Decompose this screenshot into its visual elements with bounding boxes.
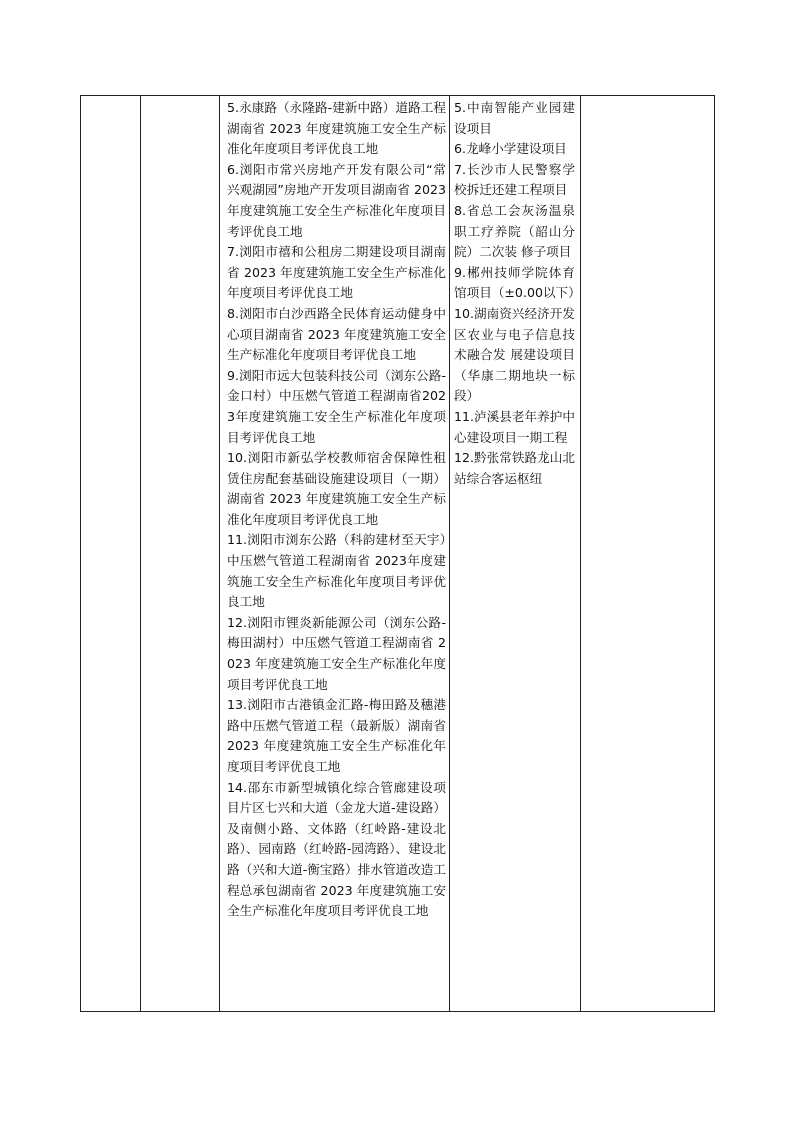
award-entry: 7.浏阳市禧和公租房二期建设项目湖南省 2023 年度建筑施工安全生产标准化年度项目考评优良工地 bbox=[227, 244, 446, 301]
project-entry: 11.泸溪县老年养护中心建设项目一期工程 bbox=[454, 408, 575, 445]
column-divider bbox=[580, 96, 581, 1011]
awards-cell bbox=[227, 98, 446, 922]
project-entry: 7.长沙市人民警察学校拆迁还建工程项目 bbox=[454, 161, 575, 198]
qualification-table bbox=[80, 95, 715, 1012]
award-entry: 11.浏阳市浏东公路（科韵建材至天宇）中压燃气管道工程湖南省 2023年度建筑施工安全生产标准化年度项目考评优良工地 bbox=[227, 532, 446, 610]
column-divider bbox=[449, 96, 450, 1011]
column-divider bbox=[219, 96, 220, 1011]
award-entry: 12.浏阳市锂炎新能源公司（浏东公路-梅田湖村）中压燃气管道工程湖南省 2023 年度建筑施工安全生产标准化年度项目考评优良工地 bbox=[227, 614, 446, 692]
project-entry: 6.龙峰小学建设项目 bbox=[454, 141, 567, 157]
project-entry: 5.中南智能产业园建设项目 bbox=[454, 100, 575, 136]
award-entry: 10.浏阳市新弘学校教师宿舍保障性租赁住房配套基础设施建设项目（一期）湖南省 2023 年度建筑施工安全生产标准化年度项目考评优良工地 bbox=[227, 450, 446, 527]
award-entry: 5.永康路（永隆路-建新中路）道路工程湖南省 2023 年度建筑施工安全生产标准化年度项目考评优良工地 bbox=[227, 100, 446, 157]
column-divider bbox=[140, 96, 141, 1011]
project-entry: 8.省总工会灰汤温泉职工疗养院（韶山分院）二次装 修子项目 bbox=[454, 202, 575, 260]
project-entry: 9.郴州技师学院体育馆项目（±0.00以下） bbox=[454, 264, 581, 301]
award-entry: 8.浏阳市白沙西路全民体育运动健身中心项目湖南省 2023 年度建筑施工安全生产标准化年度项目考评优良工地 bbox=[227, 305, 446, 363]
award-entry: 14.邵东市新型城镇化综合管廊建设项目片区七兴和大道（金龙大道-建设路）及南侧小路、文体路（红岭路-建设北路）、园南路（红岭路-园湾路）、建设北路（兴和大道-衡宝路）排水管道改造工程总承包湖南省 2023 年度建筑施工安全生产标准化年度项目考评优良工地 bbox=[227, 779, 446, 919]
project-entry: 12.黔张常铁路龙山北站综合客运枢纽 bbox=[454, 450, 575, 486]
projects-cell bbox=[454, 98, 581, 489]
award-entry: 13.浏阳市古港镇金汇路-梅田路及穗港路中压燃气管道工程（最新版）湖南省 2023 年度建筑施工安全生产标准化年度项目考评优良工地 bbox=[227, 697, 446, 774]
project-entry: 10.湖南资兴经济开发区农业与电子信息技术融合发 展建设项目（华康二期地块一标段） bbox=[454, 305, 575, 404]
award-entry: 6.浏阳市常兴房地产开发有限公司“常兴观湖园”房地产开发项目湖南省 2023 年度建筑施工安全生产标准化年度项目考评优良工地 bbox=[227, 161, 446, 239]
award-entry: 9.浏阳市远大包装科技公司（浏东公路-金口村）中压燃气管道工程湖南省2023年度建筑施工安全生产标准化年度项目考评优良工地 bbox=[227, 367, 446, 445]
